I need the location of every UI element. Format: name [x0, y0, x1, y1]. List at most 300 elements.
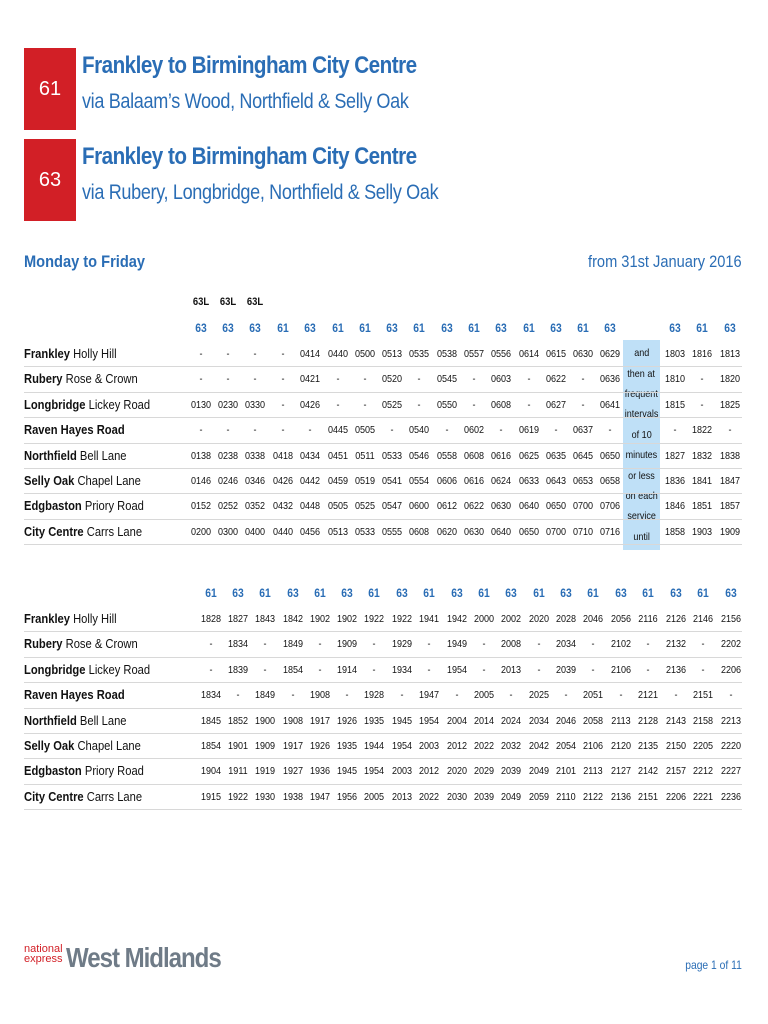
- time-cell: 0606: [436, 475, 458, 487]
- stop-place: Chapel Lane: [74, 738, 141, 753]
- time-cell: 1956: [336, 790, 358, 803]
- time-cell: 0525: [381, 398, 403, 411]
- stop-area: Rubery: [24, 636, 63, 652]
- time-cell: 1900: [254, 714, 276, 727]
- time-cell: -: [263, 638, 267, 651]
- time-cell: 0519: [354, 475, 376, 487]
- variant-label: 63L: [246, 296, 264, 308]
- time-cell: 0555: [381, 525, 403, 538]
- time-cell: 0602: [463, 424, 485, 437]
- time-cell: 1851: [691, 500, 713, 513]
- frequency-note-line: then at: [627, 367, 656, 380]
- time-cell: 2136: [665, 663, 687, 676]
- time-cell: 0451: [327, 449, 349, 462]
- time-cell: -: [527, 398, 531, 411]
- time-cell: 2004: [446, 714, 468, 727]
- time-cell: 1935: [336, 740, 358, 752]
- row-divider: [24, 631, 742, 632]
- row-divider: [24, 417, 742, 418]
- time-cell: 0630: [490, 500, 512, 513]
- time-cell: 0558: [436, 449, 458, 462]
- time-cell: 2039: [500, 765, 522, 778]
- time-cell: 2136: [610, 790, 632, 803]
- time-cell: -: [646, 638, 650, 651]
- stop-name: [24, 473, 141, 488]
- time-cell: 1917: [309, 714, 331, 727]
- time-cell: 0505: [327, 500, 349, 513]
- route-column-header: 61: [696, 321, 708, 335]
- row-divider: [24, 809, 742, 810]
- time-cell: 2158: [692, 714, 714, 727]
- time-cell: 0540: [408, 424, 430, 437]
- route-title: Frankley to Birmingham City Centre: [82, 143, 417, 170]
- time-cell: -: [199, 373, 203, 386]
- time-cell: 2013: [391, 790, 413, 803]
- time-cell: 0505: [354, 424, 376, 437]
- time-cell: 2156: [720, 613, 742, 625]
- time-cell: 2013: [500, 663, 522, 676]
- row-divider: [24, 493, 742, 494]
- time-cell: -: [226, 373, 230, 386]
- time-cell: 1834: [200, 689, 222, 702]
- time-cell: 0513: [381, 348, 403, 360]
- time-cell: 2212: [692, 765, 714, 778]
- time-cell: -: [372, 638, 376, 651]
- time-cell: 2113: [583, 765, 603, 778]
- time-cell: 0700: [545, 525, 567, 538]
- time-cell: 0426: [272, 475, 294, 487]
- time-cell: 1822: [691, 424, 713, 437]
- time-cell: 1942: [446, 613, 468, 625]
- time-cell: 0252: [217, 500, 239, 513]
- route-number-badge: 61: [24, 48, 76, 130]
- time-cell: 0426: [299, 398, 321, 411]
- time-cell: 1903: [691, 525, 713, 538]
- frequency-note-line: and: [633, 347, 650, 360]
- row-divider: [24, 708, 742, 709]
- time-cell: 1919: [254, 765, 276, 778]
- time-cell: 0640: [518, 500, 540, 513]
- row-divider: [24, 657, 742, 658]
- time-cell: -: [253, 373, 257, 386]
- route-column-header: 63: [249, 321, 261, 335]
- route-61-header: [24, 48, 724, 130]
- route-title: Frankley to Birmingham City Centre: [82, 52, 417, 79]
- time-cell: -: [209, 663, 213, 676]
- time-cell: 1909: [254, 740, 276, 752]
- time-cell: 2032: [500, 740, 522, 752]
- time-cell: 2143: [665, 714, 687, 727]
- route-column-header: 63: [615, 586, 627, 600]
- time-cell: 2056: [610, 613, 632, 625]
- time-cell: -: [281, 398, 285, 411]
- time-cell: 0448: [299, 500, 321, 513]
- stop-area: Selly Oak: [24, 473, 75, 488]
- time-cell: -: [527, 373, 531, 386]
- route-column-header: 63: [451, 586, 463, 600]
- stop-name: [24, 524, 142, 539]
- stop-name: [24, 738, 141, 753]
- time-cell: 1915: [200, 790, 222, 803]
- time-cell: 0624: [490, 475, 512, 487]
- route-column-header: 63: [505, 586, 517, 600]
- time-cell: -: [445, 424, 449, 437]
- route-column-header: 63: [604, 321, 616, 335]
- stop-area: Edgbaston: [24, 498, 82, 514]
- stop-name: [24, 422, 125, 437]
- route-via: via Balaam’s Wood, Northfield & Selly Oak: [82, 90, 409, 113]
- time-cell: 0706: [599, 500, 621, 513]
- row-divider: [24, 443, 742, 444]
- route-column-header: 63: [560, 586, 572, 600]
- time-cell: -: [619, 689, 623, 702]
- route-column-header: 63: [550, 321, 562, 335]
- time-cell: -: [226, 348, 230, 360]
- time-cell: -: [199, 424, 203, 437]
- stop-area: Raven Hayes Road: [24, 422, 125, 438]
- time-cell: 0554: [408, 475, 430, 487]
- time-cell: -: [308, 424, 312, 437]
- route-column-header: 63: [724, 321, 736, 335]
- time-cell: 2054: [555, 740, 577, 752]
- time-cell: 1836: [664, 475, 686, 487]
- time-cell: 2213: [720, 714, 742, 727]
- time-cell: 2227: [720, 765, 742, 778]
- route-column-header: 61: [332, 321, 344, 335]
- stop-area: Selly Oak: [24, 738, 75, 753]
- route-column-header: 61: [423, 586, 435, 600]
- time-cell: 1854: [282, 663, 304, 676]
- time-cell: 1934: [391, 663, 413, 676]
- time-cell: 1954: [363, 765, 385, 778]
- time-cell: 2024: [500, 714, 522, 727]
- time-cell: 1820: [719, 373, 741, 386]
- time-cell: 0608: [408, 525, 430, 538]
- route-column-header: 61: [642, 586, 654, 600]
- time-cell: 1852: [227, 714, 249, 727]
- stop-area: Edgbaston: [24, 763, 82, 779]
- stop-name: [24, 371, 138, 386]
- time-cell: 0538: [436, 348, 458, 360]
- time-cell: 1904: [200, 765, 222, 778]
- route-column-header: 61: [478, 586, 490, 600]
- time-cell: 0643: [545, 475, 567, 487]
- route-column-header: 61: [697, 586, 709, 600]
- time-cell: 1842: [282, 613, 304, 625]
- time-cell: 0442: [299, 475, 321, 487]
- time-cell: 0533: [354, 525, 376, 538]
- time-cell: 2005: [473, 689, 495, 702]
- time-cell: 2020: [446, 765, 468, 778]
- route-column-header: 61: [259, 586, 271, 600]
- route-column-header: 61: [587, 586, 599, 600]
- time-cell: 2150: [665, 740, 687, 752]
- time-cell: 2157: [665, 765, 687, 778]
- route-column-header: 63: [441, 321, 453, 335]
- time-cell: -: [318, 663, 322, 676]
- time-cell: -: [701, 638, 705, 651]
- time-cell: 0541: [381, 475, 403, 487]
- time-cell: 2102: [610, 638, 632, 651]
- time-cell: -: [199, 348, 203, 360]
- time-cell: 2142: [637, 765, 659, 778]
- stop-area: City Centre: [24, 523, 84, 539]
- frequency-note-line: service: [627, 510, 656, 523]
- time-cell: 1944: [363, 740, 385, 752]
- time-cell: 1935: [363, 714, 385, 727]
- stop-name: [24, 636, 138, 651]
- time-cell: 2003: [418, 740, 440, 752]
- time-cell: 1902: [336, 613, 358, 625]
- time-cell: 2122: [582, 790, 604, 803]
- stop-area: Frankley: [24, 346, 70, 361]
- time-cell: 1926: [336, 714, 358, 727]
- route-column-header: 63: [669, 321, 681, 335]
- time-cell: 0338: [244, 449, 266, 462]
- time-cell: 0615: [545, 348, 567, 360]
- time-cell: 1949: [446, 638, 468, 651]
- time-cell: 1813: [719, 348, 741, 360]
- time-cell: 2206: [720, 663, 742, 676]
- time-cell: -: [554, 424, 558, 437]
- time-cell: 0421: [299, 373, 321, 386]
- time-cell: 2221: [692, 790, 714, 803]
- time-cell: 2022: [418, 790, 440, 803]
- stop-name: [24, 397, 150, 412]
- time-cell: 1936: [309, 765, 331, 778]
- time-cell: 0557: [463, 348, 485, 360]
- time-cell: -: [417, 373, 421, 386]
- time-cell: 2132: [665, 638, 687, 651]
- route-column-header: 61: [533, 586, 545, 600]
- stop-place: Bell Lane: [76, 447, 127, 463]
- route-column-header: 63: [725, 586, 737, 600]
- time-cell: 1930: [254, 790, 276, 803]
- national-express-logo: national express: [24, 943, 63, 965]
- frequency-note-line: or less: [628, 469, 655, 482]
- time-cell: -: [363, 373, 367, 386]
- time-cell: 2059: [528, 790, 550, 803]
- time-cell: 0645: [572, 449, 594, 462]
- time-cell: 0603: [490, 373, 512, 386]
- stop-area: Longbridge: [24, 396, 86, 412]
- stop-name: [24, 713, 127, 728]
- time-cell: -: [417, 398, 421, 411]
- time-cell: 2049: [528, 765, 550, 778]
- time-cell: 0500: [354, 348, 376, 360]
- frequency-note-line: minutes: [625, 449, 658, 462]
- time-cell: 0525: [354, 500, 376, 513]
- time-cell: 0556: [490, 348, 512, 360]
- time-cell: 1901: [227, 740, 249, 752]
- time-cell: -: [728, 424, 732, 437]
- time-cell: -: [427, 663, 431, 676]
- time-cell: 2127: [610, 765, 632, 778]
- time-cell: 0616: [463, 475, 485, 487]
- time-cell: -: [591, 663, 595, 676]
- time-cell: -: [700, 398, 704, 411]
- time-cell: 1922: [391, 613, 413, 625]
- stop-name: [24, 763, 144, 778]
- time-cell: 0636: [599, 373, 621, 386]
- time-cell: -: [400, 689, 404, 702]
- time-cell: 0238: [217, 449, 239, 462]
- time-cell: 2030: [446, 790, 468, 803]
- stop-place: Lickey Road: [85, 396, 151, 412]
- time-cell: 1841: [691, 475, 713, 487]
- route-number-badge: 63: [24, 139, 76, 221]
- time-cell: 2039: [473, 790, 495, 803]
- time-cell: 2002: [500, 613, 522, 625]
- time-cell: 0650: [518, 525, 540, 538]
- time-cell: 0641: [599, 398, 621, 411]
- row-divider: [24, 366, 742, 367]
- time-cell: -: [363, 398, 367, 411]
- stop-place: Bell Lane: [76, 712, 127, 728]
- time-cell: 2046: [555, 714, 577, 727]
- time-cell: 0616: [490, 449, 512, 462]
- route-column-header: 63: [396, 586, 408, 600]
- time-cell: 0640: [490, 525, 512, 538]
- time-cell: 1947: [309, 790, 331, 803]
- time-cell: 1803: [664, 348, 686, 360]
- stop-place: Holly Hill: [69, 346, 117, 361]
- time-cell: -: [674, 689, 678, 702]
- row-divider: [24, 392, 742, 393]
- row-divider: [24, 468, 742, 469]
- time-cell: -: [537, 638, 541, 651]
- time-cell: 2106: [610, 663, 632, 676]
- time-cell: 2020: [528, 613, 550, 625]
- time-cell: 1945: [336, 765, 358, 778]
- stop-name: [24, 687, 125, 702]
- time-cell: -: [472, 398, 476, 411]
- time-cell: 0545: [436, 373, 458, 386]
- time-cell: 0710: [572, 525, 594, 538]
- route-column-header: 63: [386, 321, 398, 335]
- time-cell: -: [537, 663, 541, 676]
- time-cell: 0619: [518, 424, 540, 437]
- route-column-header: 61: [413, 321, 425, 335]
- time-cell: 0622: [463, 500, 485, 513]
- time-cell: 0535: [408, 348, 430, 360]
- time-cell: 1828: [200, 613, 222, 625]
- route-column-header: 63: [222, 321, 234, 335]
- time-cell: -: [581, 373, 585, 386]
- time-cell: 2058: [582, 714, 604, 727]
- time-cell: 0547: [381, 500, 403, 513]
- time-cell: -: [581, 398, 585, 411]
- time-cell: 2236: [720, 790, 742, 803]
- time-cell: 0650: [545, 500, 567, 513]
- time-cell: -: [482, 663, 486, 676]
- time-cell: 1954: [418, 714, 440, 727]
- time-cell: 0627: [545, 398, 567, 411]
- time-cell: 2039: [555, 663, 577, 676]
- time-cell: 2008: [500, 638, 522, 651]
- time-cell: 0533: [381, 449, 403, 462]
- time-cell: 2121: [637, 689, 659, 702]
- time-cell: -: [700, 373, 704, 386]
- time-cell: 1846: [664, 500, 686, 513]
- time-cell: 2034: [555, 638, 577, 651]
- time-cell: 2106: [582, 740, 604, 752]
- row-divider: [24, 758, 742, 759]
- time-cell: 2113: [611, 714, 631, 727]
- time-cell: 2049: [500, 790, 522, 803]
- time-cell: 1843: [254, 613, 276, 625]
- stop-name: [24, 346, 117, 361]
- row-divider: [24, 682, 742, 683]
- time-cell: 0246: [217, 475, 239, 487]
- time-cell: 1902: [309, 613, 331, 625]
- time-cell: -: [226, 424, 230, 437]
- time-cell: 1917: [282, 740, 304, 752]
- time-cell: -: [564, 689, 568, 702]
- time-cell: 0608: [463, 449, 485, 462]
- time-cell: 0513: [327, 525, 349, 538]
- time-cell: 0546: [408, 449, 430, 462]
- time-cell: 0630: [463, 525, 485, 538]
- route-column-header: 61: [277, 321, 289, 335]
- time-cell: 2110: [556, 790, 576, 803]
- route-column-header: 63: [287, 586, 299, 600]
- time-cell: 0230: [217, 398, 239, 411]
- time-cell: 0630: [572, 348, 594, 360]
- stop-area: City Centre: [24, 788, 84, 804]
- time-cell: 0635: [545, 449, 567, 462]
- route-via: via Rubery, Longbridge, Northfield & Selly Oak: [82, 181, 439, 204]
- stop-place: Priory Road: [81, 498, 144, 514]
- time-cell: 0622: [545, 373, 567, 386]
- time-cell: -: [253, 348, 257, 360]
- time-cell: -: [253, 424, 257, 437]
- page-number: page 1 of 11: [685, 958, 742, 972]
- time-cell: 0432: [272, 500, 294, 513]
- time-cell: -: [281, 424, 285, 437]
- stop-place: Priory Road: [81, 763, 144, 779]
- time-cell: 1845: [200, 714, 222, 727]
- stop-name: [24, 448, 127, 463]
- time-cell: 0620: [436, 525, 458, 538]
- time-cell: 0352: [244, 500, 266, 513]
- stop-place: Chapel Lane: [74, 473, 141, 488]
- row-divider: [24, 733, 742, 734]
- time-cell: -: [427, 638, 431, 651]
- time-cell: 0658: [599, 475, 621, 487]
- time-cell: 2202: [720, 638, 742, 651]
- time-cell: -: [701, 663, 705, 676]
- time-cell: -: [499, 424, 503, 437]
- route-column-header: 63: [195, 321, 207, 335]
- time-cell: 1929: [391, 638, 413, 651]
- time-cell: -: [372, 663, 376, 676]
- time-cell: 1909: [719, 525, 741, 538]
- time-cell: 2028: [555, 613, 577, 625]
- frequency-note-line: on each: [625, 489, 658, 502]
- row-divider: [24, 784, 742, 785]
- time-cell: 1832: [691, 449, 713, 462]
- time-cell: 2014: [473, 714, 495, 727]
- time-cell: 1857: [719, 500, 741, 513]
- time-cell: 2000: [473, 613, 495, 625]
- variant-label: 63L: [192, 296, 210, 308]
- time-cell: -: [263, 663, 267, 676]
- time-cell: 2146: [692, 613, 714, 625]
- time-cell: 0330: [244, 398, 266, 411]
- time-cell: 0456: [299, 525, 321, 538]
- time-cell: 0520: [381, 373, 403, 386]
